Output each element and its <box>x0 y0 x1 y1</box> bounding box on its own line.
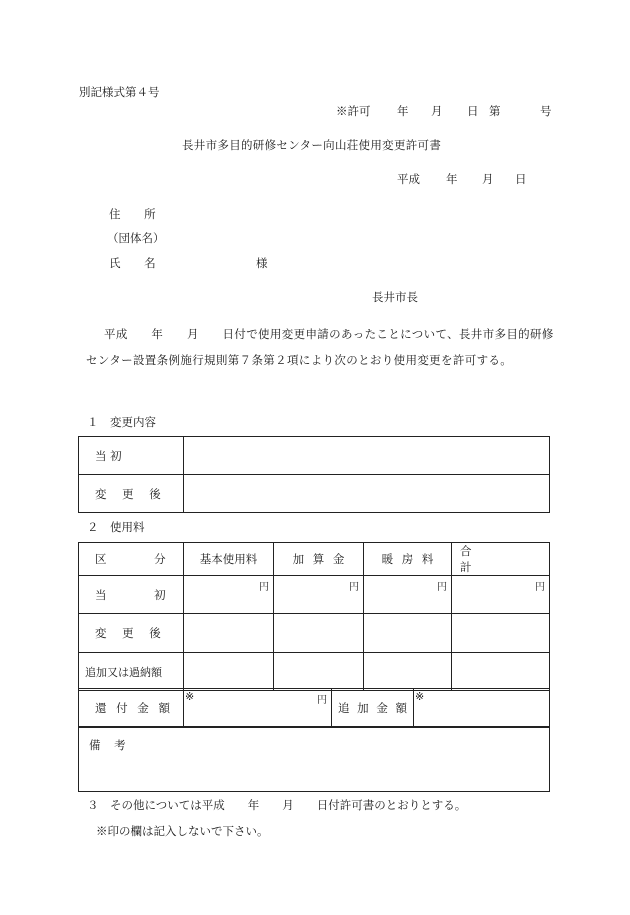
additional-amount-cell[interactable] <box>414 689 550 728</box>
body-text: 平成 年 月 日付で使用変更申請のあったことについて、長井市多目的研修センター設置条例施行規則第７条第２項により次のとおり使用変更を許可する。 <box>86 327 554 367</box>
change-content-table <box>78 436 550 513</box>
date-month: 月 <box>482 172 494 186</box>
header-basic-fee <box>184 543 274 576</box>
diff-basic-fee-cell[interactable] <box>184 653 274 691</box>
header-total-text: 合 計 <box>460 544 472 574</box>
page-title: 長井市多目的研修センター向山荘使用変更許可書 <box>182 138 442 152</box>
fee-row-initial-text: 当 初 <box>95 587 166 602</box>
kome-mark: ※ <box>415 690 425 703</box>
refund-table <box>78 688 550 728</box>
fee-row-diff-label <box>79 653 184 691</box>
yen-unit: 円 <box>317 695 327 706</box>
fee-row-changed-text: 変 更 後 <box>95 626 162 640</box>
header-surcharge <box>274 543 364 576</box>
additional-label-cell <box>332 689 414 728</box>
date-day: 日 <box>515 172 527 186</box>
refund-label-cell <box>79 689 184 728</box>
section2-heading: ２ 使用料 <box>87 520 145 534</box>
note-text: ※印の欄は記入しないで下さい。 <box>96 824 269 838</box>
permit-year: 年 <box>397 104 409 118</box>
header-surcharge-text: 加 算 金 <box>292 552 345 566</box>
changed-heating-cell[interactable] <box>364 614 452 653</box>
initial-basic-fee-cell[interactable] <box>184 576 274 614</box>
permit-mark: ※許可 <box>336 104 371 118</box>
row-label-initial <box>79 437 184 475</box>
initial-surcharge-cell[interactable] <box>274 576 364 614</box>
permit-go: 号 <box>540 104 552 118</box>
date-year: 年 <box>446 172 458 186</box>
remarks-cell[interactable] <box>79 727 550 792</box>
header-kubun-text: 区 分 <box>95 552 166 566</box>
date-era: 平成 <box>397 172 420 186</box>
initial-total-cell[interactable] <box>452 576 550 614</box>
changed-surcharge-cell[interactable] <box>274 614 364 653</box>
fee-row-diff-text: 追加又は過納額 <box>85 665 162 679</box>
yen-unit: 円 <box>349 582 359 593</box>
permit-month: 月 <box>431 104 443 118</box>
changed-total-cell[interactable] <box>452 614 550 653</box>
remarks-table <box>78 726 550 792</box>
name-label: 氏 名 <box>109 256 156 270</box>
yen-unit: 円 <box>437 582 447 593</box>
diff-surcharge-cell[interactable] <box>274 653 364 691</box>
sama-label: 様 <box>256 256 268 270</box>
permit-day: 日 <box>467 104 479 118</box>
row-label-initial-text: 当 初 <box>95 448 122 463</box>
fee-row-initial-label <box>79 576 184 614</box>
item3-text: ３ その他については平成 年 月 日付許可書のとおりとする。 <box>87 798 467 812</box>
fee-row-changed-label <box>79 614 184 653</box>
additional-label: 追 加 金 額 <box>338 701 407 715</box>
refund-amount-cell[interactable] <box>184 689 332 728</box>
issuer: 長井市長 <box>372 290 418 304</box>
form-number: 別記様式第４号 <box>79 85 160 99</box>
diff-total-cell[interactable] <box>452 653 550 691</box>
fee-table <box>78 542 550 691</box>
remarks-label: 備 考 <box>89 738 126 752</box>
changed-basic-fee-cell[interactable] <box>184 614 274 653</box>
group-label: （団体名） <box>107 231 165 245</box>
permit-dai: 第 <box>489 104 501 118</box>
header-heating-text: 暖 房 料 <box>381 552 434 566</box>
initial-heating-cell[interactable] <box>364 576 452 614</box>
header-kubun <box>79 543 184 576</box>
row-label-changed-text: 変 更 後 <box>95 486 162 501</box>
header-basic-fee-text: 基本使用料 <box>199 552 258 566</box>
header-heating <box>364 543 452 576</box>
refund-label: 還 付 金 額 <box>95 701 170 715</box>
yen-unit: 円 <box>259 582 269 593</box>
initial-content-cell[interactable] <box>184 437 550 475</box>
row-label-changed <box>79 475 184 513</box>
address-label: 住 所 <box>109 207 156 221</box>
kome-mark: ※ <box>185 690 195 703</box>
yen-unit: 円 <box>535 582 545 593</box>
section1-heading: １ 変更内容 <box>87 415 156 429</box>
diff-heating-cell[interactable] <box>364 653 452 691</box>
changed-content-cell[interactable] <box>184 475 550 513</box>
header-total <box>452 543 550 576</box>
